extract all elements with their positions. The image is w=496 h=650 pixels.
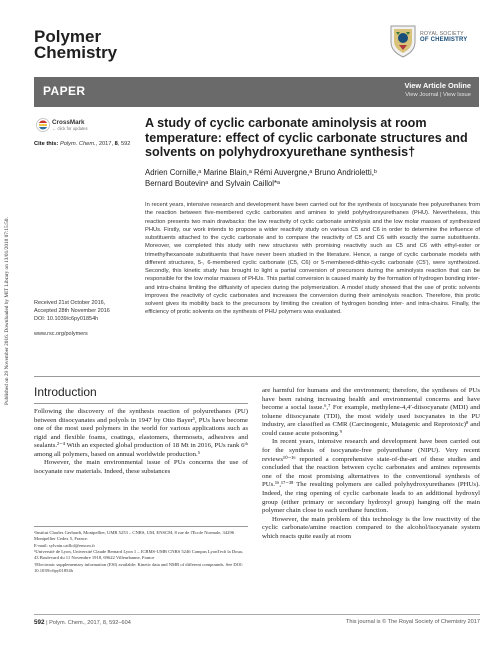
footer-left bbox=[34, 619, 131, 626]
view-article-online-link[interactable]: View Article Online bbox=[404, 81, 471, 90]
rsc-logo[interactable] bbox=[389, 24, 479, 60]
rsc-logo-text bbox=[420, 31, 468, 43]
author-line-1: Adrien Cornille,ᵃ Marine Blain,ᵃ Rémi Auvergne,ᵃ Bruno Andrioletti,ᵇ bbox=[145, 168, 377, 177]
abstract: In recent years, intensive research and development have been carried out for the synthesis of isocyanate free polyurethanes from the reaction between five-membered cyclic carbonates and amines to yield polyhydroxyurethanes (PHU). Nevertheless, this reaction presents two main drawbacks: the low reactivity of cyclic carbonate aminolysis and the low molar masses of synthesized PHUs. Firstly, our work intends to propose a wider reactivity study on various C5 and C6 in order to determine the influence of substituents attached to the cyclic carbonate and to compare the reactivity of C5 and C6 with exactly the same substituents. Moreover, we completed this study with new structures with promising reactivity such as C5 and C6 with ethyl-ester or trimethylhexanoate substituents that have never been studied in the literature. Hence, a range of cyclic carbonate models with different structures, 5-, 6-membered cyclic carbonate (C5, C6) or 5-membered-dithio-cyclic carbonate (C5'), were synthesized. Secondly, this kinetic study has brought to light a partial conversion of precursors during the aminolysis reaction that can be responsible for the low molar masses of PHUs. This partial conversion is caused mainly by the formation of hydrogen bonding inter- and intra-chains limiting the diffusivity of species during the polymerization. A model study showed that the use of protic solvents improves the reactivity of cyclic carbonates and increases the conversion during their aminolysis reaction. Therefore, this protic solvent gives its mobility back to the precursors by limiting the creation of hydrogen bonding inter- and intra-chains. Finally, the efficiency of protic solvents on the synthesis of PHU polymers was evaluated. bbox=[145, 202, 480, 316]
footnote-esi: †Electronic supplementary information (ESI) available: Kinetic data and NMR of different compounds. See DOI: 10.1039/c6py01854h bbox=[34, 561, 243, 574]
rsc-logo-line2: OF CHEMISTRY bbox=[420, 37, 468, 44]
journal-name bbox=[34, 29, 117, 61]
crossmark-title: CrossMark bbox=[52, 119, 85, 126]
heading-underline bbox=[34, 403, 248, 404]
view-journal-issue-link[interactable]: View Journal | View Issue bbox=[405, 92, 471, 98]
author-line-2: Bernard Boutevinᵃ and Sylvain Caillol*ᵃ bbox=[145, 178, 280, 188]
intro-paragraph-5: However, the main problem of this technology is the low reactivity of the cyclic carbonate/amine reaction compared to the alcohol/isocyanate system which reacts quite easily at room bbox=[262, 515, 480, 540]
intro-paragraph-2: However, the main environmental issue of PUs concerns the use of isocyanate raw materials. Indeed, these substances bbox=[34, 459, 248, 476]
footnote-affiliation-a: ᵃInstitut Charles Gerhardt, Montpellier, UMR 5253 – CNRS, UM, ENSCM, 8 rue de l'Ecole Normale, 34296 Montpellier Cedex 5, France. bbox=[34, 530, 235, 542]
introduction-heading: Introduction bbox=[34, 385, 97, 399]
intro-paragraph-3: are harmful for humans and the environment; therefore, the syntheses of PUs have been raising increasing health and environmental concerns and have become a social issue.⁶,⁷ For example, methylene-4,4′-diisocyanate (MDI) and toluene diisocyanate (TDI), the most widely used isocyanates in the PU industry, are classified as CMR (Carcinogenic, Mutagenic and Reprotoxic)⁸ and could cause acute poisoning.⁹ bbox=[262, 387, 480, 437]
journal-url[interactable]: www.rsc.org/polymers bbox=[34, 331, 88, 337]
footnote-affiliation-b: ᵇUniversité de Lyon, Université Claude Bernard Lyon 1 – ICBMS-UMR CNRS 5246 Campus LyonTech la Doua, 43 Boulevard du 11 Novembre 1918, 69622 Villeurbanne, France bbox=[34, 549, 243, 561]
intro-paragraph-4: In recent years, intensive research and development have been carried out for the synthesis of isocyanate-free polyurethane (NIPU). Very recent reviews¹⁰⁻¹⁶ reported a comprehensive state-of-the-art of these studies and concluded that the reaction between cyclic carbonates and amines represents one of the most promising alternatives to the conventional synthesis of PUs.¹⁶,¹⁷⁻³⁸ The resulting polymers are called polyhydroxyurethanes (PHUs). Indeed, the ring opening of cyclic carbonate leads to an additional hydroxyl group (either primary or secondary hydroxyl group) hanging off the main polymer chain close to each urethane function. bbox=[262, 438, 480, 515]
body-column-right bbox=[262, 387, 480, 541]
accepted-date: Accepted 28th November 2016 bbox=[34, 308, 110, 315]
intro-paragraph-1: Following the discovery of the synthesis reaction of polyurethanes (PU) between diisocyanates and polyols in 1947 by Otto Bayer¹, PUs have become one of the most used polymers in the world for various applications such as rigid and flexible foams, coatings, elastomers, thermosets, adhesives and sealants.²⁻⁴ With an expected global production of 18 Mt in 2016, PUs rank 6ᵗʰ among all polymers, based on annual worldwide production.⁵ bbox=[34, 408, 248, 458]
citation-volume: 8 bbox=[114, 141, 118, 147]
citation-journal: Polym. Chem. bbox=[59, 141, 96, 147]
journal-name-line2: Chemistry bbox=[34, 43, 118, 62]
footer-journal-ref: | Polym. Chem., 2017, 8, 592–604 bbox=[44, 620, 131, 626]
footnote-divider bbox=[34, 526, 248, 527]
crossmark-badge[interactable] bbox=[36, 118, 96, 134]
citation-pages: , 592 bbox=[117, 141, 131, 147]
received-date: Received 21st October 2016, bbox=[34, 300, 106, 306]
rsc-crest-icon bbox=[389, 24, 417, 58]
crossmark-subtitle: ← click for updates bbox=[52, 126, 88, 131]
footnote-email[interactable]: E-mail: sylvain.caillol@enscm.fr bbox=[34, 542, 95, 548]
author-list bbox=[145, 168, 465, 189]
footnotes bbox=[34, 530, 248, 575]
citation bbox=[34, 141, 130, 147]
crossmark-icon bbox=[36, 118, 50, 132]
rsc-logo-line1: ROYAL SOCIETY bbox=[420, 31, 464, 37]
article-type-label: PAPER bbox=[43, 84, 86, 98]
body-column-left bbox=[34, 408, 248, 477]
doi[interactable]: DOI: 10.1039/c6py01854h bbox=[34, 316, 99, 323]
footer-divider bbox=[34, 614, 480, 615]
article-title: A study of cyclic carbonate aminolysis at room temperature: effect of cyclic carbonate structures and solvents on polyhydroxyurethane synthesis† bbox=[145, 116, 468, 160]
journal-name-line1: Polymer bbox=[34, 27, 102, 46]
section-divider bbox=[34, 376, 480, 377]
page-number: 592 bbox=[34, 619, 45, 626]
citation-year: , 2017, bbox=[95, 141, 115, 147]
footer-copyright: This journal is © The Royal Society of Chemistry 2017 bbox=[346, 619, 480, 625]
download-side-note: Published on 29 November 2016. Downloaded by MIT Library on 13/01/2018 07:15:50. bbox=[4, 217, 10, 405]
article-type-bar bbox=[34, 77, 479, 107]
citation-label: Cite this: bbox=[34, 141, 59, 147]
article-history bbox=[34, 299, 144, 324]
